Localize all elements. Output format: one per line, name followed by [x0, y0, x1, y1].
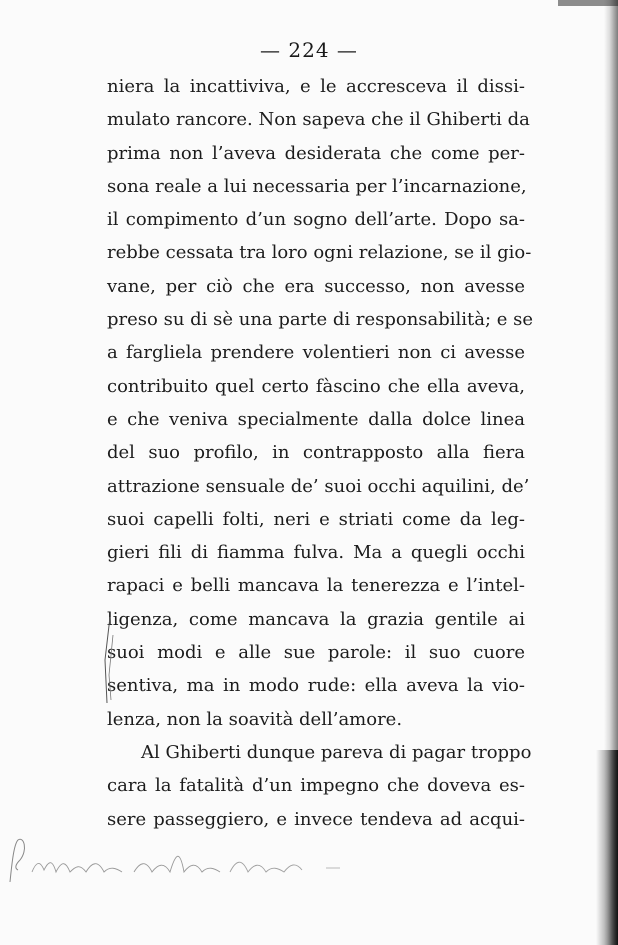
body-text: [107, 70, 534, 836]
text-line: preso su di sè una parte di responsabilità; e se: [107, 309, 534, 331]
text-line: rebbe cessata tra loro ogni relazione, se il gio-: [107, 242, 532, 264]
text-line: a fargliela prendere volentieri non ci avesse: [107, 342, 525, 364]
text-line: del suo profilo, in contrapposto alla fiera: [107, 442, 525, 464]
text-line: prima non l’aveva desiderata che come per-: [107, 142, 525, 164]
text-line: suoi capelli folti, neri e striati come da leg-: [107, 508, 525, 530]
text-line: cara la fatalità d’un impegno che doveva es-: [107, 775, 525, 797]
page-number: — 224 —: [260, 38, 358, 62]
text-line: il compimento d’un sogno dell’arte. Dopo sa-: [107, 209, 525, 231]
text-line: attrazione sensuale de’ suoi occhi aquilini, de’: [107, 475, 530, 497]
margin-pencil-marks: [96, 615, 116, 705]
text-line: niera la incattiviva, e le accresceva il dissi-: [107, 76, 525, 97]
text-line: contribuito quel certo fàscino che ella aveva,: [107, 375, 525, 397]
text-line: e che veniva specialmente dalla dolce linea: [107, 408, 525, 430]
text-line: gieri fili di fiamma fulva. Ma a quegli occhi: [107, 542, 525, 564]
text-line: Al Ghiberti dunque pareva di pagar troppo: [141, 741, 532, 763]
text-line: vane, per ciò che era successo, non avesse: [107, 275, 525, 297]
text-line: rapaci e belli mancava la tenerezza e l’intel-: [107, 575, 525, 597]
page-edge-shadow-lower-right: [596, 750, 618, 945]
text-line: ligenza, come mancava la grazia gentile ai: [107, 608, 525, 630]
text-line: sentiva, ma in modo rude: ella aveva la vio-: [107, 675, 525, 697]
handwritten-pencil-scribble: [4, 832, 344, 892]
text-line: sere passeggiero, e invece tendeva ad acqui-: [107, 808, 525, 830]
text-line: lenza, non la soavità dell’amore.: [107, 708, 403, 730]
text-line: sona reale a lui necessaria per l’incarnazione,: [107, 175, 527, 197]
text-line: suoi modi e alle sue parole: il suo cuore: [107, 642, 525, 664]
text-line: mulato rancore. Non sapeva che il Ghiberti da: [107, 109, 530, 131]
